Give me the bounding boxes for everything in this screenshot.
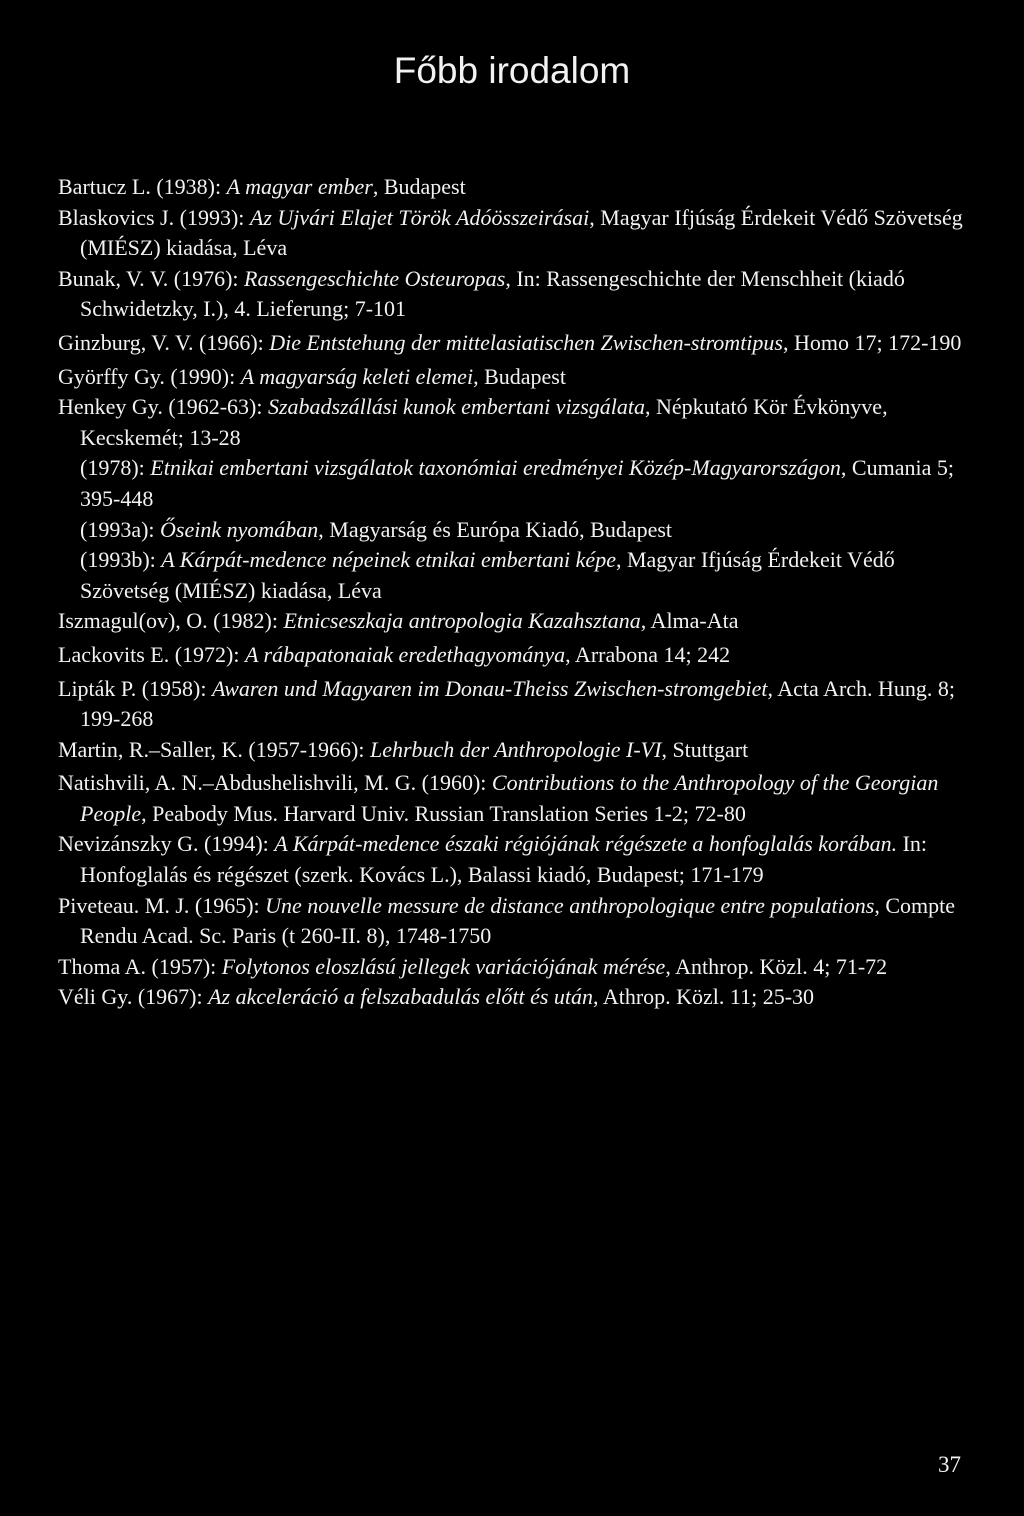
bib-source: , Compte Rendu Acad. Sc. Paris (t 260-II. 8), 1748-1750 [80, 892, 955, 949]
bib-author: Henkey Gy. (1962-63): [58, 394, 268, 420]
bib-title: Die Entstehung der mittelasiatischen Zwischen-stromtipus [269, 329, 783, 355]
bib-entry-henkey-1993a [58, 515, 970, 546]
bib-entry-ginzburg [58, 328, 970, 359]
bib-title: Une nouvelle messure de distance anthropologique entre populations [265, 892, 875, 918]
bib-author: Nevizánszky G. (1994): [58, 831, 275, 857]
bib-author: Iszmagul(ov), O. (1982): [58, 608, 284, 634]
bib-title: Folytonos eloszlású jellegek variációjának mérése [221, 953, 666, 979]
bib-source: , Athrop. Közl. 11; 25-30 [593, 984, 815, 1010]
bib-source: , Cumania 5; 395-448 [80, 455, 954, 511]
bib-source: In: Honfoglalás és régészet (szerk. Kovács L.), Balassi kiadó, Budapest; 171-179 [80, 831, 928, 888]
bib-source: , Népkutató Kör Évkönyve, Kecskemét; 13-28 [80, 394, 888, 450]
bib-author: Martin, R.–Saller, K. (1957-1966): [58, 736, 370, 762]
bib-title: Szabadszállási kunok embertani vizsgálata [267, 394, 646, 420]
bib-title: A magyar ember [226, 174, 373, 199]
bib-title: Az akceleráció a felszabadulás előtt és után [208, 984, 594, 1010]
bib-entry-martin-saller [58, 735, 970, 766]
bib-entry-blaskovics [58, 203, 970, 264]
bib-source: , Acta Arch. Hung. 8; 199-268 [80, 675, 956, 732]
bib-author: Thoma A. (1957): [58, 953, 222, 979]
bibliography-list [58, 172, 970, 1013]
bib-title: Az Ujvári Elajet Török Adóösszeirásai [249, 204, 590, 230]
bib-author: Natishvili, A. N.–Abdushelishvili, M. G. (1960): [58, 770, 492, 796]
bib-entry-iszmagulov [58, 606, 970, 637]
bib-author: Bartucz L. (1938): [58, 174, 227, 199]
bib-author: Lipták P. (1958): [58, 675, 212, 701]
bib-entry-veli [58, 982, 970, 1013]
bib-source: , Budapest [372, 174, 466, 199]
bib-author: (1978): [80, 455, 151, 481]
bib-source: , In: Rassengeschichte der Menschheit (kiadó Schwidetzky, I.), 4. Lieferung; 7-101 [80, 265, 905, 322]
bib-title: A Kárpát-medence északi régiójának régészete a honfoglalás korában. [274, 831, 898, 857]
bib-author: Bunak, V. V. (1976): [58, 265, 245, 291]
bib-entry-liptak [58, 674, 970, 735]
bib-title: A magyarság keleti elemei [240, 363, 474, 389]
bib-entry-thoma [58, 952, 970, 983]
bib-title: Rassengeschichte Osteuropas [244, 265, 506, 291]
bib-entry-henkey-1978 [58, 453, 970, 514]
bib-author: Lackovits E. (1972): [58, 641, 245, 667]
bib-source: , Magyarság és Európa Kiadó, Budapest [318, 516, 673, 542]
bib-source: , Magyar Ifjúság Érdekeit Védő Szövetség (MIÉSZ) kiadása, Léva [80, 204, 963, 261]
bib-entry-bunak [58, 264, 970, 325]
bib-entry-nevizanszky [58, 829, 970, 890]
page-number: 37 [938, 1452, 961, 1477]
bib-title: Awaren und Magyaren im Donau-Theiss Zwischen-stromgebiet [212, 675, 768, 701]
bib-source: , Magyar Ifjúság Érdekeit Védő Szövetség (MIÉSZ) kiadása, Léva [80, 547, 895, 603]
bib-entry-piveteau [58, 891, 970, 952]
bib-entry-bartucz [58, 172, 970, 203]
bib-author: Blaskovics J. (1993): [58, 204, 250, 230]
bib-title: Lehrbuch der Anthropologie I-VI [369, 736, 662, 762]
bib-title: Etnikai embertani vizsgálatok taxonómiai eredményei Közép-Magyarországon [150, 455, 841, 481]
bib-entry-gyorffy [58, 362, 970, 393]
page-title: Főbb irodalom [393, 50, 631, 91]
bib-entry-lackovits [58, 640, 970, 671]
bib-title: Etnicseszkaja antropologia Kazahsztana [283, 608, 641, 634]
bib-entry-natishvili [58, 768, 970, 829]
bib-source: , Alma-Ata [640, 608, 739, 634]
bib-author: Piveteau. M. J. (1965): [58, 892, 266, 918]
bib-entry-henkey-1962 [58, 392, 970, 453]
bib-source: , Budapest [473, 363, 566, 389]
bib-source: , Arrabona 14; 242 [565, 641, 731, 667]
bib-source: , Stuttgart [661, 736, 749, 762]
bib-title: A rábapatonaiak eredethagyománya [244, 641, 566, 667]
bib-title: A Kárpát-medence népeinek etnikai embertani képe [161, 547, 616, 573]
bib-source: , Homo 17; 172-190 [782, 329, 962, 355]
bib-author: Véli Gy. (1967): [58, 984, 209, 1010]
bib-title: Őseink nyomában [160, 516, 319, 542]
bib-source: , Anthrop. Közl. 4; 71-72 [665, 953, 888, 979]
bib-author: (1993a): [80, 516, 161, 542]
bib-source: , Peabody Mus. Harvard Univ. Russian Translation Series 1-2; 72-80 [141, 800, 746, 826]
bib-entry-henkey-1993b [58, 545, 970, 606]
bib-author: Ginzburg, V. V. (1966): [58, 329, 270, 355]
bib-author: (1993b): [80, 547, 162, 573]
bib-author: Györffy Gy. (1990): [58, 363, 241, 389]
bib-title: Contributions to the Anthropology of the Georgian People [80, 770, 939, 826]
